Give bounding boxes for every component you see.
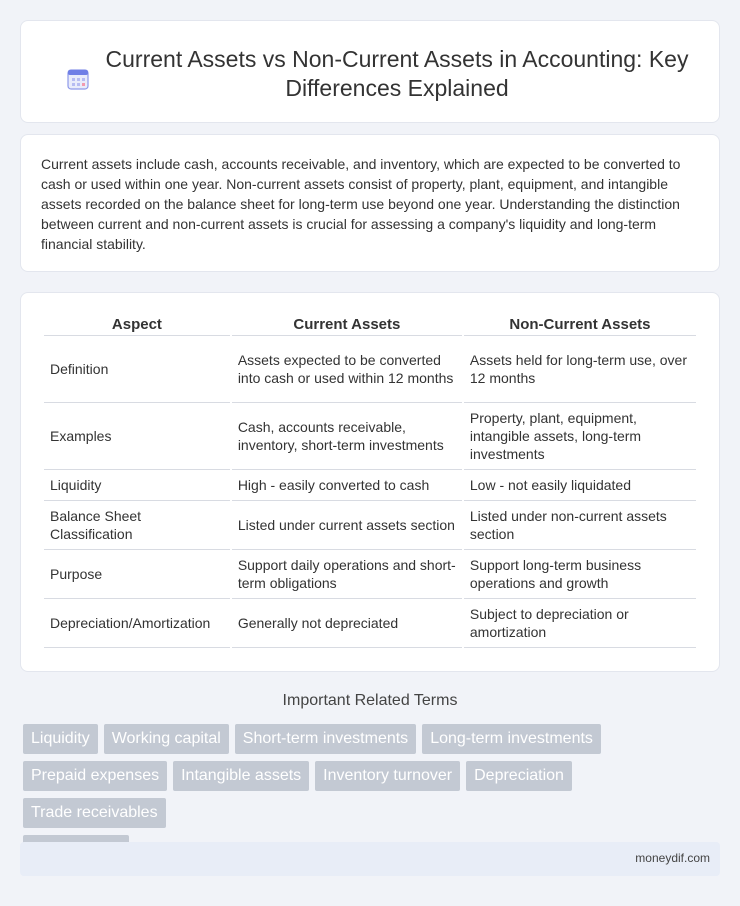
tag-short-term-investments[interactable]: Short-term investments — [235, 724, 416, 754]
table-header-row — [44, 314, 696, 336]
table-row — [44, 501, 696, 550]
tag-prepaid-expenses[interactable]: Prepaid expenses — [23, 761, 167, 791]
row-non-current: Subject to depreciation or amortization — [464, 599, 696, 648]
table-row — [44, 336, 696, 403]
header-non-current-assets: Non-Current Assets — [464, 314, 696, 336]
row-current: Listed under current assets section — [232, 501, 462, 550]
row-aspect: Definition — [44, 336, 230, 403]
page-title: Current Assets vs Non-Current Assets in Accounting: Key Differences Explained — [105, 46, 689, 101]
table-row — [44, 599, 696, 648]
row-current: Support daily operations and short-term obligations — [232, 550, 462, 599]
related-terms-title: Important Related Terms — [282, 692, 458, 709]
tag-inventory-turnover[interactable]: Inventory turnover — [315, 761, 460, 791]
row-aspect: Liquidity — [44, 470, 230, 501]
header-current-assets: Current Assets — [232, 314, 462, 336]
row-current: High - easily converted to cash — [232, 470, 462, 501]
row-aspect: Depreciation/Amortization — [44, 599, 230, 648]
footer-site-link[interactable]: moneydif.com — [635, 851, 710, 865]
row-current: Assets expected to be converted into cash or used within 12 months — [232, 336, 462, 403]
comparison-table-card — [20, 292, 720, 672]
row-aspect: Examples — [44, 403, 230, 470]
row-current: Cash, accounts receivable, inventory, short-term investments — [232, 403, 462, 470]
header-aspect: Aspect — [44, 314, 230, 336]
row-non-current: Support long-term business operations and growth — [464, 550, 696, 599]
row-aspect: Purpose — [44, 550, 230, 599]
row-non-current: Listed under non-current assets section — [464, 501, 696, 550]
tag-intangible-assets[interactable]: Intangible assets — [173, 761, 309, 791]
tag-long-term-investments[interactable]: Long-term investments — [422, 724, 601, 754]
tag-working-capital[interactable]: Working capital — [104, 724, 229, 754]
table-row — [44, 550, 696, 599]
comparison-table — [42, 314, 698, 648]
tag-liquidity[interactable]: Liquidity — [23, 724, 98, 754]
tag-depreciation[interactable]: Depreciation — [466, 761, 572, 791]
table-row — [44, 403, 696, 470]
calendar-icon — [67, 68, 89, 90]
row-non-current: Low - not easily liquidated — [464, 470, 696, 501]
row-aspect: Balance Sheet Classification — [44, 501, 230, 550]
row-non-current: Assets held for long-term use, over 12 months — [464, 336, 696, 403]
intro-paragraph: Current assets include cash, accounts receivable, and inventory, which are expected to be converted to cash or used within one year. Non-current assets consist of property, plant, equipment, and intangible assets recorded on the balance sheet for long-term use beyond one year. Understanding the distinction between current and non-current assets is crucial for assessing a company's liquidity and long-term financial stability. — [41, 156, 681, 252]
tag-trade-receivables[interactable]: Trade receivables — [23, 798, 166, 828]
title-card — [20, 20, 720, 123]
footer — [20, 842, 720, 876]
row-non-current: Property, plant, equipment, intangible assets, long-term investments — [464, 403, 696, 470]
table-row — [44, 470, 696, 501]
intro-card — [20, 134, 720, 272]
row-current: Generally not depreciated — [232, 599, 462, 648]
